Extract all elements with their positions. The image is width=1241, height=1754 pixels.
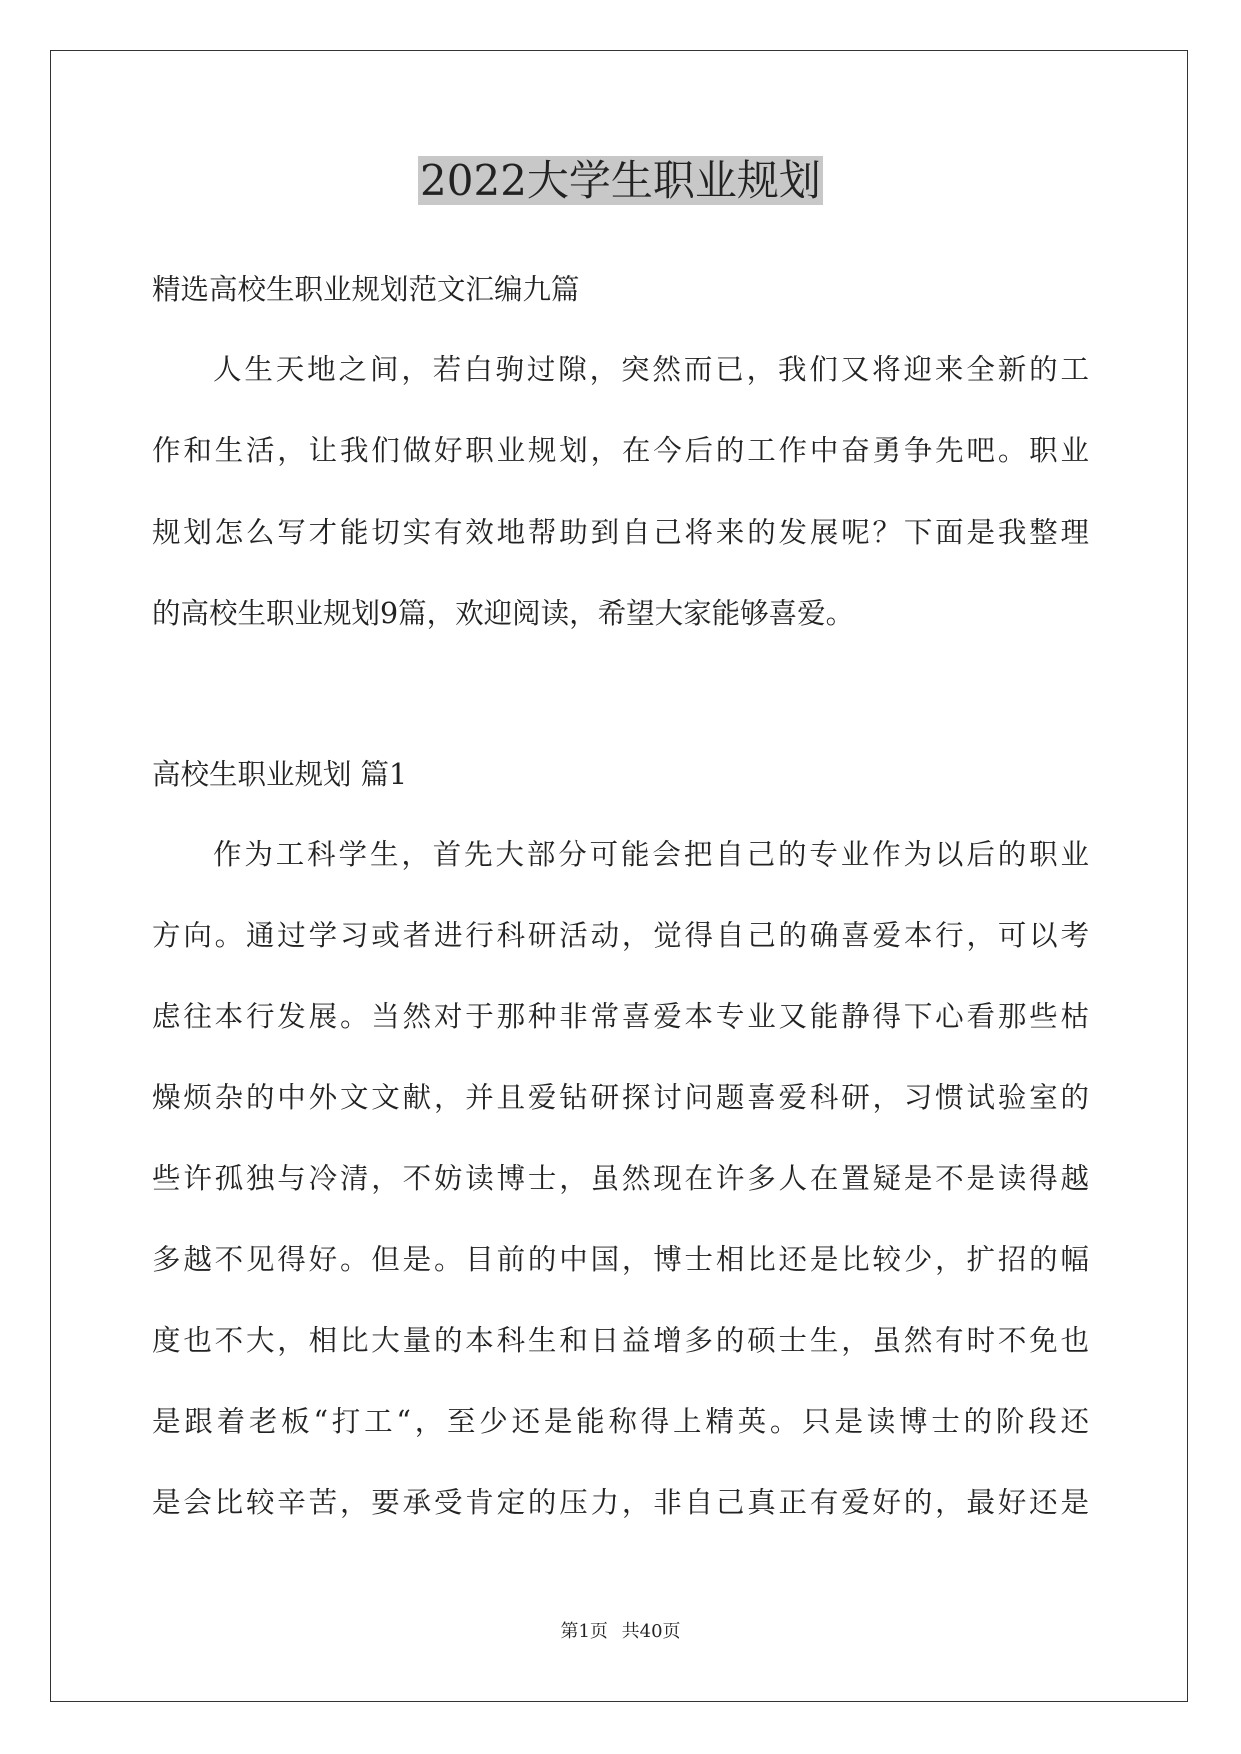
section-line: 燥烦杂的中外文文献，并且爱钻研探讨问题喜爱科研，习惯试验室的 — [152, 1081, 1089, 1114]
section-line: 些许孤独与冷清，不妨读博士，虽然现在许多人在置疑是不是读得越 — [152, 1162, 1089, 1195]
section-line: 虑往本行发展。当然对于那种非常喜爱本专业又能静得下心看那些枯 — [152, 1000, 1089, 1033]
page-number: 第1页 — [560, 1621, 608, 1642]
page-footer — [0, 1620, 1241, 1644]
section-line: 度也不大，相比大量的本科生和日益增多的硕士生，虽然有时不免也 — [152, 1324, 1089, 1357]
section-line: 作为工科学生，首先大部分可能会把自己的专业作为以后的职业 — [213, 838, 1089, 871]
intro-line: 作和生活，让我们做好职业规划，在今后的工作中奋勇争先吧。职业 — [152, 434, 1089, 467]
section-line: 多越不见得好。但是。目前的中国，博士相比还是比较少，扩招的幅 — [152, 1243, 1089, 1276]
page-total: 共40页 — [621, 1621, 681, 1642]
intro-line: 人生天地之间，若白驹过隙，突然而已，我们又将迎来全新的工 — [213, 353, 1089, 386]
section-line: 是会比较辛苦，要承受肯定的压力，非自己真正有爱好的，最好还是 — [152, 1486, 1089, 1519]
intro-line: 规划怎么写才能切实有效地帮助到自己将来的发展呢？下面是我整理 — [152, 516, 1089, 549]
document-title-text: 2022大学生职业规划 — [420, 156, 821, 205]
document-title — [0, 152, 1241, 210]
section-line: 方向。通过学习或者进行科研活动，觉得自己的确喜爱本行，可以考 — [152, 919, 1089, 952]
section-heading: 高校生职业规划 篇1 — [152, 758, 408, 791]
intro-line: 的高校生职业规划9篇，欢迎阅读，希望大家能够喜爱。 — [152, 597, 855, 630]
section-line: 是跟着老板“打工“，至少还是能称得上精英。只是读博士的阶段还 — [152, 1405, 1089, 1438]
document-subtitle: 精选高校生职业规划范文汇编九篇 — [152, 273, 580, 306]
